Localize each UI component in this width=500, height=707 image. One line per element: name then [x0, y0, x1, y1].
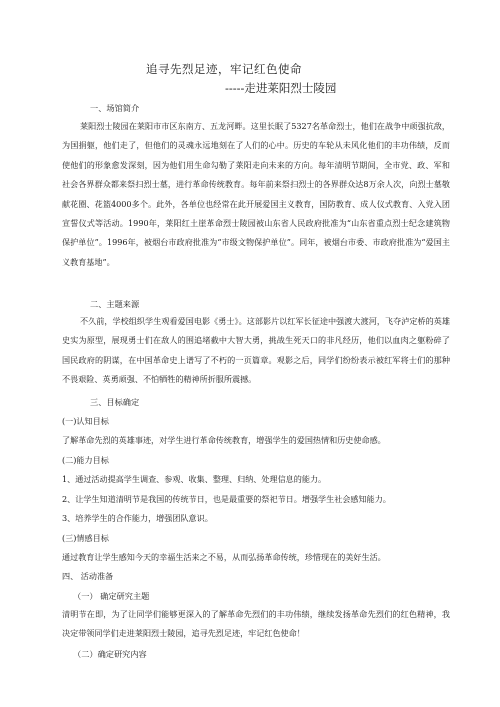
- sub3-1-heading: (一)认知目标: [62, 416, 109, 426]
- section1-heading: 一、场馆简介: [90, 103, 140, 113]
- sub4-1-heading: （一） 确定研究主题: [73, 591, 150, 601]
- section2-paragraph: 不久前，学校组织学生观看爱国电影《勇士》。这部影片以红军长征途中强渡大渡河，飞夺泸定桥的英雄史实为原型，展现勇士们在敌人的围追堵截中大智大勇，挑战生死天口的非凡经历，他们以血肉之躯粉碎了国民政府的阴谋，在中国革命史上谱写了不朽的一页篇章。观影之后，同学们纷纷表示被红军将士们的那种不畏艰险、英勇顽强、不怕牺牲的精神所折服所震撼。: [62, 316, 450, 385]
- sub3-3-text: 通过教育让学生感知今天的幸福生活来之不易，从而弘扬革命传统，珍惜现在的美好生活。: [62, 552, 386, 562]
- sub3-2-heading: (二)能力目标: [62, 455, 109, 465]
- document-title: 追寻先烈足迹，牢记红色使命: [146, 62, 302, 76]
- sub4-2-heading: （二）确定研究内容: [73, 649, 147, 659]
- section2-heading: 二、主题来源: [90, 299, 140, 309]
- sub3-1-text: 了解革命先烈的英雄事迹，对学生进行革命传统教育，增强学生的爱国热情和历史使命感。: [62, 435, 386, 445]
- sub4-1-paragraph: 清明节在即，为了让同学们能够更深入的了解革命先烈们的丰功伟绩，继续发扬革命先烈们的红色精神，我决定带领同学们走进莱阳烈士陵园，追寻先烈足迹，牢记红色使命！: [62, 609, 450, 639]
- sub3-2-item-1: 1、通过活动提高学生调查、参观、收集、整理、归纳、处理信息的能力。: [62, 474, 327, 484]
- document-subtitle: -----走进莱阳烈士陵园: [225, 81, 337, 95]
- sub3-2-item-2: 2、让学生知道清明节是我国的传统节日，也是最重要的祭祀节日。增强学生社会感知能力。: [62, 494, 391, 504]
- section4-heading: 四、 活动准备: [62, 571, 114, 581]
- section3-heading: 三、目标确定: [90, 397, 140, 407]
- sub3-2-item-3: 3、培养学生的合作能力，增强团队意识。: [62, 513, 213, 523]
- section1-paragraph: 莱阳烈士陵园在莱阳市市区东南方、五龙河畔。这里长眠了5327名革命烈士，他们在战争中顽强抗敌，为国捐躯，他们走了，但他们的灵魂永远地刻在了人们的心中。历史的车轮从未风化他们的丰功伟绩，反而使他们的形象愈发深刻，因为他们用生命勾勒了莱阳走向未来的方向。每年清明节期间，全市党、政、军和社会各界群众都来祭扫烈士墓，进行革命传统教育。每年前来祭扫烈士的各界群众达8万余人次，向烈士墓敬献花圈、花篮4000多个。此外，各单位也经常在此开展爱国主义教育，国防教育、成人仪式教育、入党入团宣誓仪式等活动。1990年，莱阳红土崖革命烈士陵园被山东省人民政府批准为“山东省重点烈士纪念建筑物保护单位”。1996年，被烟台市政府批准为“市级文物保护单位”。同年，被烟台市委、市政府批准为“爱国主义教育基地”。: [62, 121, 450, 267]
- sub3-3-heading: (三)情感目标: [62, 533, 109, 543]
